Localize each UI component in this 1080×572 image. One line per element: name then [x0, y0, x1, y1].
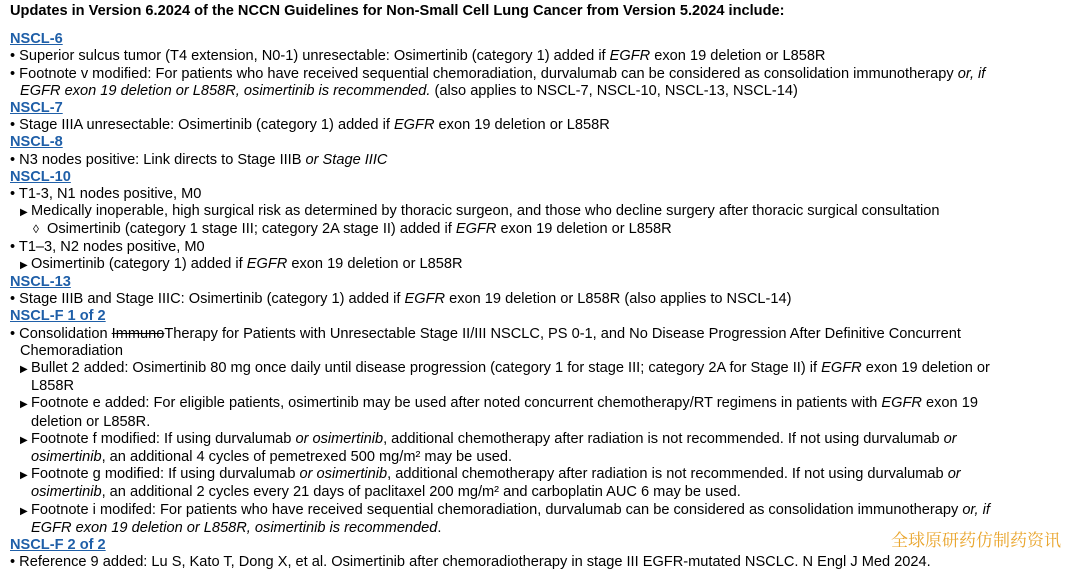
list-item: • Reference 9 added: Lu S, Kato T, Dong X, et al. Osimertinib after chemoradiotherapy in stage III EGFR-mutated NSCLC. N Engl J Med 2024.	[10, 554, 931, 571]
struck-text: Immuno	[111, 325, 165, 342]
sub-list-item: ▶ Footnote g modified: If using durvalumab or osimertinib, additional chemotherapy after radiation is not recommended. If not using durvalumab or	[20, 466, 961, 483]
section-link-nscl-13[interactable]: NSCL-13	[10, 274, 71, 291]
sub-list-item: ▶ Footnote i modifed: For patients who have received sequential chemoradiation, durvalumab can be considered as consolidation immunotherapy or, if	[20, 501, 990, 518]
list-item: • Consolidation ImmunoTherapy for Patients with Unresectable Stage II/III NSCLC, PS 0-1, and No Disease Progression After Definitive Concurrent	[10, 325, 961, 342]
sub-list-item: ▶ Osimertinib (category 1) added if EGFR exon 19 deletion or L858R	[20, 255, 463, 272]
section-link-nscl-6[interactable]: NSCL-6	[10, 31, 63, 48]
page-title: Updates in Version 6.2024 of the NCCN Guidelines for Non-Small Cell Lung Cancer from Version 5.2024 include:	[10, 3, 785, 19]
list-item: • N3 nodes positive: Link directs to Stage IIIB or Stage IIIC	[10, 151, 388, 168]
list-item: • T1–3, N2 nodes positive, M0	[10, 238, 205, 255]
sub-list-item-continued: osimertinib, an additional 4 cycles of pemetrexed 500 mg/m² may be used.	[31, 449, 513, 466]
list-item: • T1-3, N1 nodes positive, M0	[10, 186, 202, 203]
sub-list-item: ▶ Medically inoperable, high surgical risk as determined by thoracic surgeon, and those who decline surgery after thoracic surgical consultation	[20, 203, 940, 220]
list-item-continued: EGFR exon 19 deletion or L858R, osimertinib is recommended. (also applies to NSCL-7, NSCL-10, NSCL-13, NSCL-14)	[20, 82, 798, 99]
document	[10, 3, 1070, 572]
watermark: 全球原研药仿制药资讯	[891, 531, 1061, 551]
sub-list-item: ▶ Footnote f modified: If using durvalumab or osimertinib, additional chemotherapy after radiation is not recommended. If not using durvalumab or	[20, 430, 957, 447]
section-link-nscl-f-2-of-2[interactable]: NSCL-F 2 of 2	[10, 537, 106, 554]
sub-list-item-continued: deletion or L858R.	[31, 413, 151, 430]
list-item: • Superior sulcus tumor (T4 extension, N0-1) unresectable: Osimertinib (category 1) added if EGFR exon 19 deletion or L858R	[10, 48, 826, 65]
section-link-nscl-10[interactable]: NSCL-10	[10, 168, 71, 185]
list-item: • Stage IIIA unresectable: Osimertinib (category 1) added if EGFR exon 19 deletion or L858R	[10, 117, 610, 134]
section-link-nscl-7[interactable]: NSCL-7	[10, 100, 63, 117]
sub-list-item: ▶ Footnote e added: For eligible patients, osimertinib may be used after noted concurrent chemotherapy/RT regimens in patients with EGFR exon 19	[20, 395, 978, 412]
list-item: • Stage IIIB and Stage IIIC: Osimertinib (category 1) added if EGFR exon 19 deletion or L858R (also applies to NSCL-14)	[10, 291, 792, 308]
sub-list-item-continued: L858R	[31, 378, 75, 395]
section-link-nscl-f-1-of-2[interactable]: NSCL-F 1 of 2	[10, 308, 106, 325]
sub-list-item: ▶ Bullet 2 added: Osimertinib 80 mg once daily until disease progression (category 1 for stage III; category 2A for Stage II) if EGFR exon 19 deletion or	[20, 360, 990, 377]
section-link-nscl-8[interactable]: NSCL-8	[10, 134, 63, 151]
list-item-continued: Chemoradiation	[20, 342, 124, 359]
sub-list-item-continued: osimertinib, an additional 2 cycles every 21 days of paclitaxel 200 mg/m² and carboplatin AUC 6 may be used.	[31, 484, 741, 501]
sub-list-item-continued: EGFR exon 19 deletion or L858R, osimertinib is recommended.	[31, 519, 442, 536]
list-item: • Footnote v modified: For patients who have received sequential chemoradiation, durvalumab can be considered as consolidation immunotherapy or, if	[10, 65, 986, 82]
sub-sub-list-item: ◊ Osimertinib (category 1 stage III; category 2A stage II) added if EGFR exon 19 deletion or L858R	[33, 221, 672, 238]
